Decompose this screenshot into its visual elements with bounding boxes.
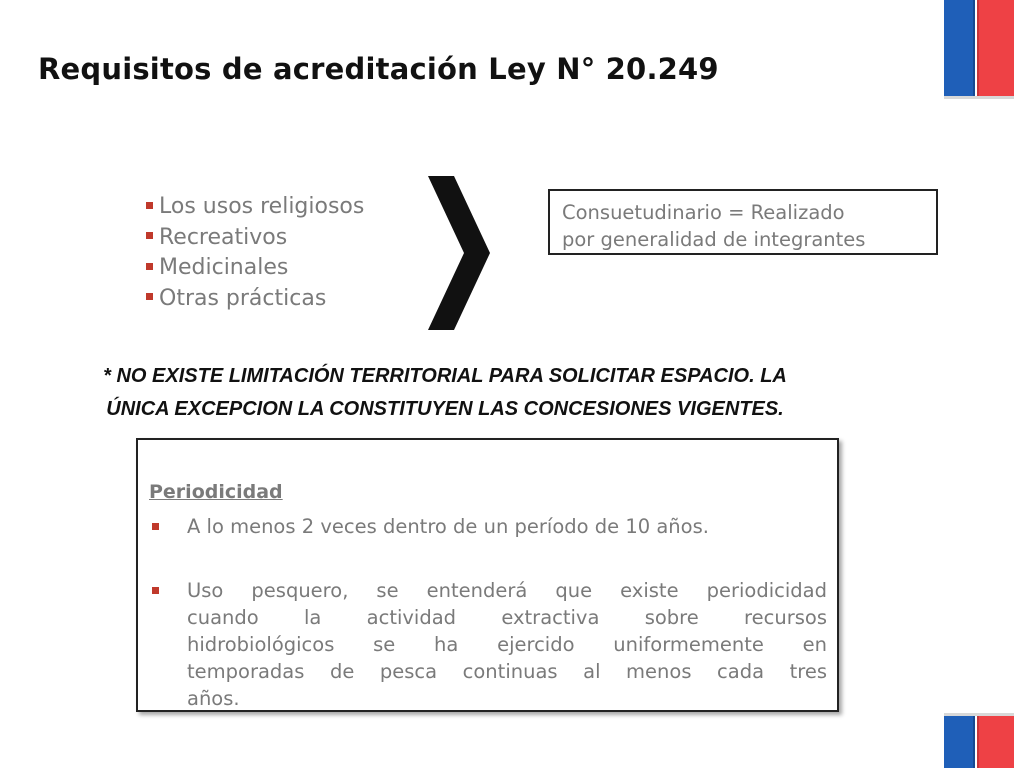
list-item: Recreativos: [146, 223, 364, 254]
square-bullet-icon: [152, 587, 159, 594]
square-bullet-icon: [146, 202, 153, 209]
square-bullet-icon: [146, 263, 153, 270]
chevron-right-icon: [424, 174, 492, 332]
list-item: Medicinales: [146, 253, 364, 284]
page-title: Requisitos de acreditación Ley N° 20.249: [38, 52, 719, 86]
notice-line: ÚNICA EXCEPCION LA CONSTITUYEN LAS CONCESIONES VIGENTES.: [106, 398, 784, 420]
periodicity-heading: Periodicidad: [149, 481, 283, 503]
square-bullet-icon: [152, 523, 159, 530]
definition-line: por generalidad de integrantes: [562, 228, 866, 251]
uses-list: [146, 192, 364, 314]
notice-line: * NO EXISTE LIMITACIÓN TERRITORIAL PARA SOLICITAR ESPACIO. LA: [103, 365, 787, 387]
flag-stripe-top: [944, 0, 1014, 96]
periodicity-box: [136, 438, 839, 712]
list-item: Otras prácticas: [146, 284, 364, 315]
flag-stripe-bottom: [944, 716, 1014, 768]
square-bullet-icon: [146, 232, 153, 239]
periodicity-item-text: Uso pesquero, se entenderá que existe periodicidad cuando la actividad extractiva sobre recursos hidrobiológicos se ha ejercido uniformemente en temporadas de pesca continuas al menos cada tres años.: [187, 579, 827, 710]
square-bullet-icon: [146, 293, 153, 300]
definition-box: [548, 189, 938, 255]
territorial-notice: [80, 360, 810, 426]
definition-line: Consuetudinario = Realizado: [562, 201, 845, 224]
periodicity-item-text: A lo menos 2 veces dentro de un período de 10 años.: [187, 515, 709, 538]
list-item: Los usos religiosos: [146, 192, 364, 223]
